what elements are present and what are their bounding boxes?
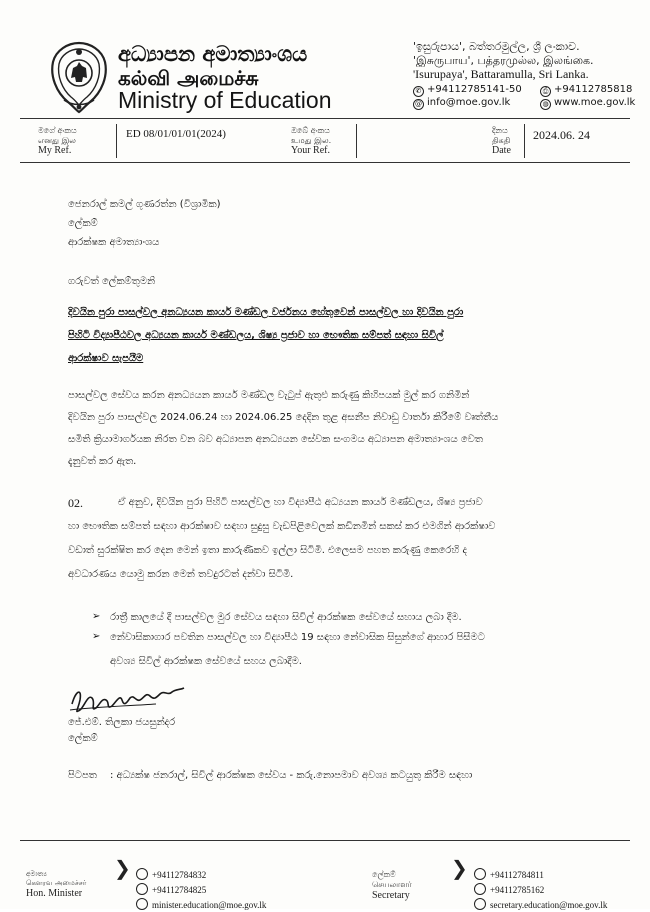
copy-text: : අධ්‍යක්ෂ ජනරාල්, සිවිල් ආරක්ෂක සේවය - කරු.නොපමාව අවශ්‍ය කටයුතු කිරීම සඳහා [110, 770, 473, 781]
minister-phone: +94112784832 [136, 868, 206, 882]
paragraph-1-line: දිවයින පුරා පාසල්වල 2024.06.24 හා 2024.06.25 දෙදින තුළ අසනීප නිවාඩු වාර්තා කිරීමේ වෘත්තීය [68, 412, 499, 423]
footer-chevron-icon: ❯ [114, 856, 131, 880]
subject-line: ආරක්ෂාව සැපයීම [68, 353, 144, 364]
fax-number: +94112785818 [554, 84, 633, 95]
secretary-fax: +94112785162 [474, 883, 544, 897]
web-contact [540, 97, 635, 110]
date-value: 2024.06. 24 [533, 128, 590, 142]
secretary-label: ලේකම් செயலாளர் Secretary [372, 870, 412, 901]
signature-text [66, 680, 72, 681]
bullet-text: රාත්‍රී කාලයේ දී පාසල්වල මුර සේවය සඳහා සිවිල් ආරක්ෂක සේවයේ සහාය ලබා දීම. [110, 612, 462, 623]
footer-divider [20, 840, 630, 841]
recipient-name: ජෙනරාල් කමල් ගුණරත්න (විශ්‍රාමික) [68, 199, 221, 210]
web-icon: ◍ [540, 99, 551, 110]
bullet-marker-icon: ➢ [92, 631, 101, 642]
minister-fax: +94112784825 [136, 883, 206, 897]
fax-contact [540, 84, 632, 97]
footer-chevron-icon: ❯ [451, 856, 468, 880]
address-sinhala: 'ඉසුරුපාය', බත්තරමුල්ල, ශ්‍රී ලංකාව. [413, 40, 580, 53]
my-ref-label: මගේ අංකය எனது இல My Ref. [38, 126, 77, 156]
email-icon: @ [415, 100, 422, 108]
phone-number: +94112785141-50 [427, 84, 522, 95]
phone-contact [413, 84, 522, 97]
phone-icon: ✆ [413, 86, 424, 97]
signatory-name: ජේ.එම්. තිලකා ජයසුන්දර [68, 717, 176, 728]
secretary-email: secretary.education@moe.gov.lk [474, 898, 607, 912]
address-english: 'Isurupaya', Battaramulla, Sri Lanka. [413, 67, 589, 81]
paragraph-2-line: ඒ අනුව, දිවයින පුරා පිහිටි පාසල්වල හා විද්‍යාපීඨ අධ්‍යයන කාර්ය මණ්ඩලය, ශිෂ්‍ය ප්‍රජාව [118, 497, 483, 508]
paragraph-1-line: සමිති ක්‍රියාමාර්ගයක නිරත වන බව අධ්‍යාපන අනධ්‍යයන සේවක සංගමය අධ්‍යාපන අමාත්‍යාංශය වෙත [68, 434, 483, 445]
subject-line: පිහිටි විද්‍යාපීඨවල අධ්‍යයන කාර්ය මණ්ඩලය, ශිෂ්‍ය ප්‍රජාව හා භෞතික සම්පත් සඳහා සිවිල් [68, 330, 444, 341]
recipient-ministry: ආරක්ෂක අමාත්‍යාංශය [68, 237, 160, 248]
paragraph-2-line: වඩාත් සුරක්ෂිත කර දෙන මෙන් ඉතා කාරුණිකව ඉල්ලා සිටිමි. එලෙසම පහත කරුණු කෙරෙහි ද [68, 545, 467, 556]
sri-lanka-emblem-icon [50, 40, 108, 114]
fax-icon [474, 883, 486, 895]
bullet-text: අවශ්‍ය සිවිල් ආරක්ෂක සේවයේ සහය ලබාදීම. [110, 656, 302, 667]
bullet-marker-icon: ➢ [92, 611, 101, 622]
signature [66, 680, 196, 718]
email-icon [136, 898, 148, 910]
copy-label: පිටපත [68, 770, 97, 781]
phone-icon [136, 868, 148, 880]
secretary-phone: +94112784811 [474, 868, 544, 882]
email-contact [413, 97, 510, 110]
header-divider [20, 118, 630, 119]
minister-label: අමාත්‍ය கௌரவ அமைச்சர் Hon. Minister [26, 870, 87, 899]
fax-icon: ⎙ [540, 86, 551, 97]
fax-icon [136, 883, 148, 895]
recipient-title: ලේකම් [68, 218, 98, 229]
ministry-name-tamil: கல்வி அமைச்சு [118, 66, 259, 90]
paragraph-1-line: පාසල්වල සේවය කරන අනධ්‍යයන කාර්ය මණ්ඩල වැටුප් ඇතුළු කරුණු කිහිපයක් මුල් කර ගනිමින් [68, 390, 470, 401]
web-address: www.moe.gov.lk [554, 97, 636, 108]
signature-scribble-icon [66, 680, 196, 718]
salutation: ගරුවත් ලේකම්තුමනි [68, 276, 156, 287]
signatory-title: ලේකම් [68, 733, 98, 744]
bullet-text: නේවාසිකාගාර පවතින පාසල්වල හා විද්‍යාපීඨ 19 සඳහා නේවාසික සිසුන්ගේ ආහාර පිසීමට [110, 632, 485, 643]
ministry-name-sinhala: අධ්‍යාපන අමාත්‍යාංශය [118, 42, 308, 66]
date-label: දිනය திகதி Date [492, 126, 511, 156]
ref-separator [524, 124, 525, 158]
phone-icon [474, 868, 486, 880]
minister-email: minister.education@moe.gov.lk [136, 898, 266, 912]
paragraph-2-number: 02. [68, 496, 83, 510]
your-ref-label: ඔබේ අංකය உமது இல. Your Ref. [291, 126, 332, 156]
paragraph-2-line: අවධාරණය යොමු කරන මෙන් තවදුරටත් දන්වා සිටිමි. [68, 569, 294, 580]
email-address: info@moe.gov.lk [427, 97, 511, 108]
paragraph-1-line: දැනුවත් කර ඇත. [68, 456, 137, 467]
my-ref-value: ED 08/01/01/01(2024) [126, 128, 226, 140]
paragraph-2-line: හා භෞතික සම්පත් සඳහා ආරක්ෂාව සඳහා සුදුසු වැඩපිළිවෙලක් කඩිනමින් සකස් කර එමගින් ආරක්ෂාව [68, 521, 496, 532]
email-icon [474, 898, 486, 910]
ref-separator [356, 124, 357, 158]
ministry-name-english: Ministry of Education [118, 87, 332, 113]
subject-line: දිවයින පුරා පාසල්වල අනධ්‍යයන කාර්ය මණ්ඩල වර්ජනය හේතුවෙන් පාසල්වල හා දිවයින පුරා [68, 307, 464, 318]
ref-separator [116, 124, 117, 158]
reference-divider [20, 162, 630, 163]
address-tamil: 'இசுருபாய', பத்தரமுல்ல, இலங்கை. [413, 54, 594, 67]
